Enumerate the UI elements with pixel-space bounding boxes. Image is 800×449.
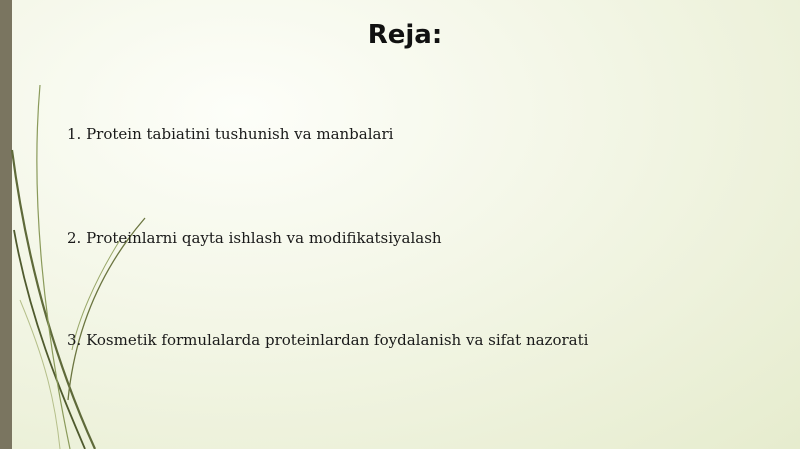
plan-item-3: 3. Kosmetik formulalarda proteinlardan foydalanish va sifat nazorati [67, 331, 589, 349]
plan-item-2: 2. Proteinlarni qayta ishlash va modifikatsiyalash [67, 229, 442, 247]
slide-title: Reja: [367, 20, 443, 50]
plan-item-1: 1. Protein tabiatini tushunish va manbalari [67, 125, 394, 143]
left-accent-bar [0, 0, 12, 449]
